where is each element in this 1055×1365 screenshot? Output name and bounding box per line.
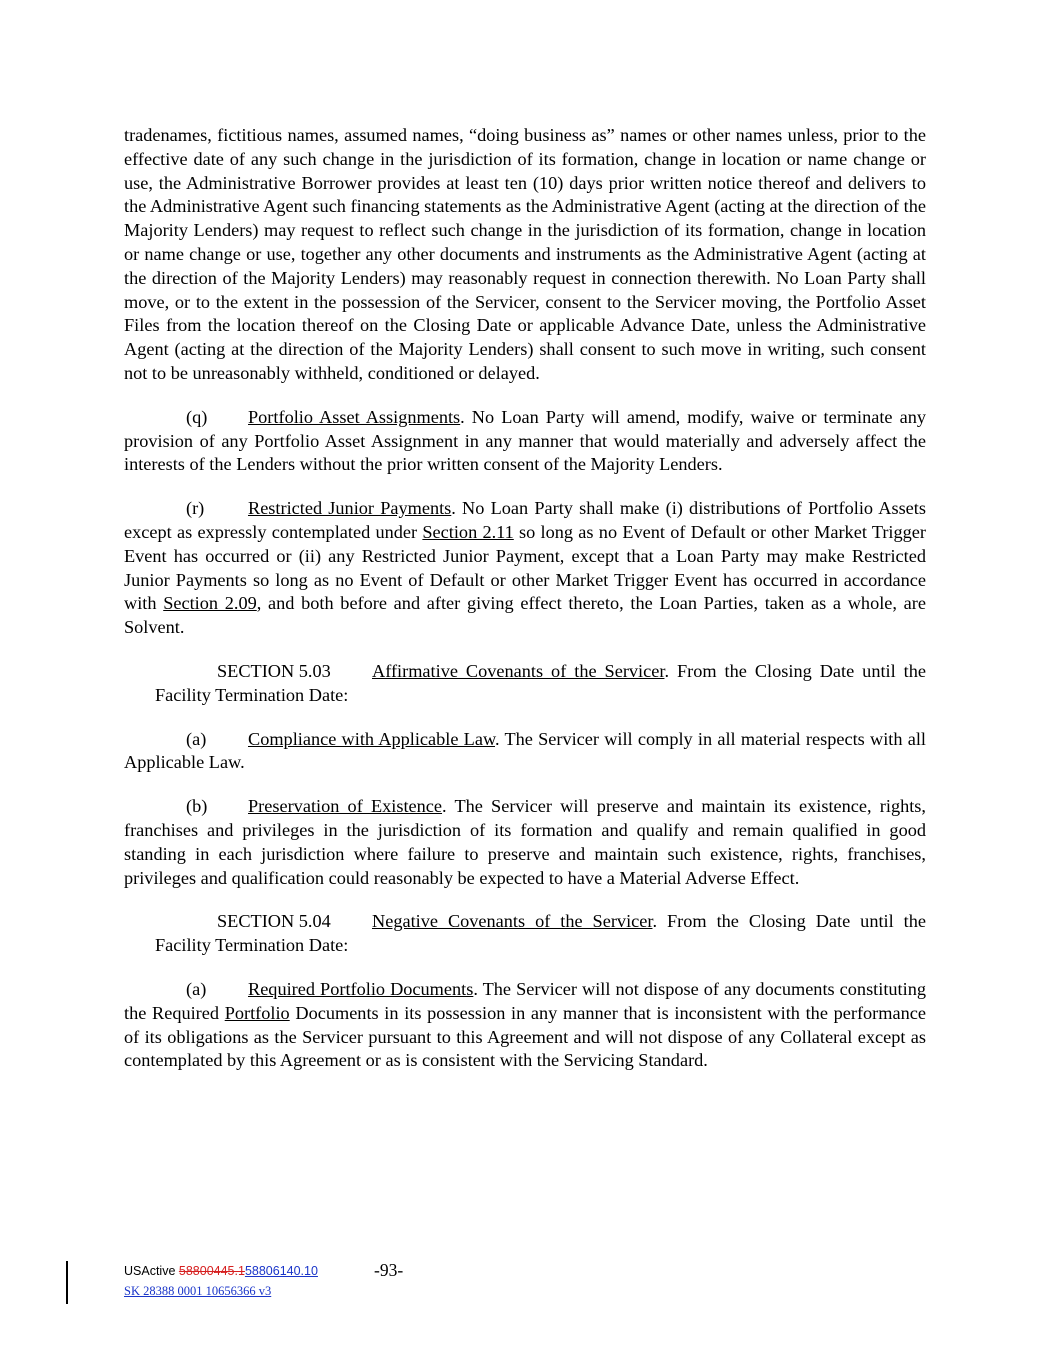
section-number: SECTION 5.04 — [217, 911, 331, 932]
clause-q — [124, 406, 926, 477]
clause-label: (a) — [186, 978, 207, 999]
underlined-term: Portfolio — [224, 1002, 290, 1023]
section-number: SECTION 5.03 — [217, 660, 331, 681]
clause-body: . The Servicer will not dispose of any documents constituting the Required — [124, 978, 926, 1023]
clause-body: . No Loan Party shall make (i) distributions of Portfolio Assets except as expressly contemplated under — [124, 498, 926, 542]
clause-body: . The Servicer will comply in all material respects with all Applicable Law. — [124, 728, 927, 773]
clause-heading: Portfolio Asset Assignments — [248, 406, 461, 427]
section-reference: Section 2.09 — [163, 593, 257, 614]
footer-prefix: USActive — [124, 1264, 179, 1278]
clause-r — [124, 497, 926, 640]
document-body — [124, 124, 926, 1093]
footer-doc-id — [124, 1260, 404, 1280]
section-body: . From the Closing Date until the Facility Termination Date: — [155, 660, 926, 705]
section-heading: Affirmative Covenants of the Servicer — [372, 660, 665, 681]
clause-label: (q) — [186, 406, 208, 427]
clause-heading: Compliance with Applicable Law — [248, 728, 495, 749]
page-footer — [124, 1260, 404, 1299]
clause-label: (a) — [186, 728, 207, 749]
clause-body: . No Loan Party will amend, modify, waive or terminate any provision of any Portfolio Asset Assignment in any manner that would materially and adversely affect the interests of the Lenders without the prior written consent of the Majority Lenders. — [124, 406, 926, 475]
clause-body: . The Servicer will preserve and maintain its existence, rights, franchises and privileges in the jurisdiction of its formation and qualify and remain qualified in good standing in each jurisdiction where failure to preserve and maintain such existence, rights, franchises, privileges and qualification could reasonably be expected to have a Material Adverse Effect. — [124, 796, 926, 888]
clause-label: (b) — [186, 796, 208, 817]
clause-5-04-a — [124, 978, 926, 1073]
page-number: -93- — [374, 1260, 404, 1280]
section-5-04 — [155, 910, 926, 958]
clause-label: (r) — [186, 498, 205, 519]
inserted-doc-id: 58806140.10 — [244, 1264, 318, 1278]
change-bar — [66, 1261, 68, 1304]
clause-5-03-a — [124, 728, 926, 776]
section-5-03 — [155, 660, 926, 708]
paragraph-continuation: tradenames, fictitious names, assumed names, “doing business as” names or other names unless, prior to the effective date of any such change in the jurisdiction of its formation, change in location or name change or use, the Administrative Borrower provides at least ten (10) days prior written notice thereof and delivers to the Administrative Agent such financing statements as the Administrative Agent (acting at the direction of the Majority Lenders) may request to reflect such change in the jurisdiction of its formation, change in location or name change or use, together any other documents and instruments as the Administrative Agent (acting at the direction of the Majority Lenders) may reasonably request in connection therewith. No Loan Party shall move, or to the extent in the possession of the Servicer, consent to the Servicer moving, the Portfolio Asset Files from the location thereof on the Closing Date or applicable Advance Date, unless the Administrative Agent (acting at the direction of the Majority Lenders) shall consent to such move in writing, such consent not to be unreasonably withheld, conditioned or delayed. — [124, 125, 926, 383]
deleted-doc-id: 58800445.1 — [178, 1264, 245, 1278]
section-body: . From the Closing Date until the Facility Termination Date: — [155, 911, 926, 956]
clause-body: so long as no Event of Default or other Market Trigger Event has occurred or (ii) any Restricted Junior Payment, except that a Loan Party may make Restricted Junior Payments so long as no Event of Default or other Market Trigger Event has occurred in accordance with — [124, 521, 926, 614]
clause-heading: Restricted Junior Payments — [248, 498, 452, 519]
clause-heading: Preservation of Existence — [248, 796, 443, 817]
clause-5-03-b — [124, 795, 926, 890]
clause-body: Documents in its possession in any manner that is inconsistent with the performance of its obligations as the Servicer pursuant to this Agreement and will not dispose of any Collateral except as contemplated by this Agreement or as is consistent with the Servicing Standard. — [124, 1002, 926, 1071]
footer-doc-ref: SK 28388 0001 10656366 v3 — [124, 1284, 272, 1298]
section-reference: Section 2.11 — [422, 521, 514, 542]
clause-body: , and both before and after giving effect thereto, the Loan Parties, taken as a whole, are Solvent. — [124, 593, 926, 638]
clause-heading: Required Portfolio Documents — [248, 978, 474, 999]
section-heading: Negative Covenants of the Servicer — [372, 911, 653, 932]
